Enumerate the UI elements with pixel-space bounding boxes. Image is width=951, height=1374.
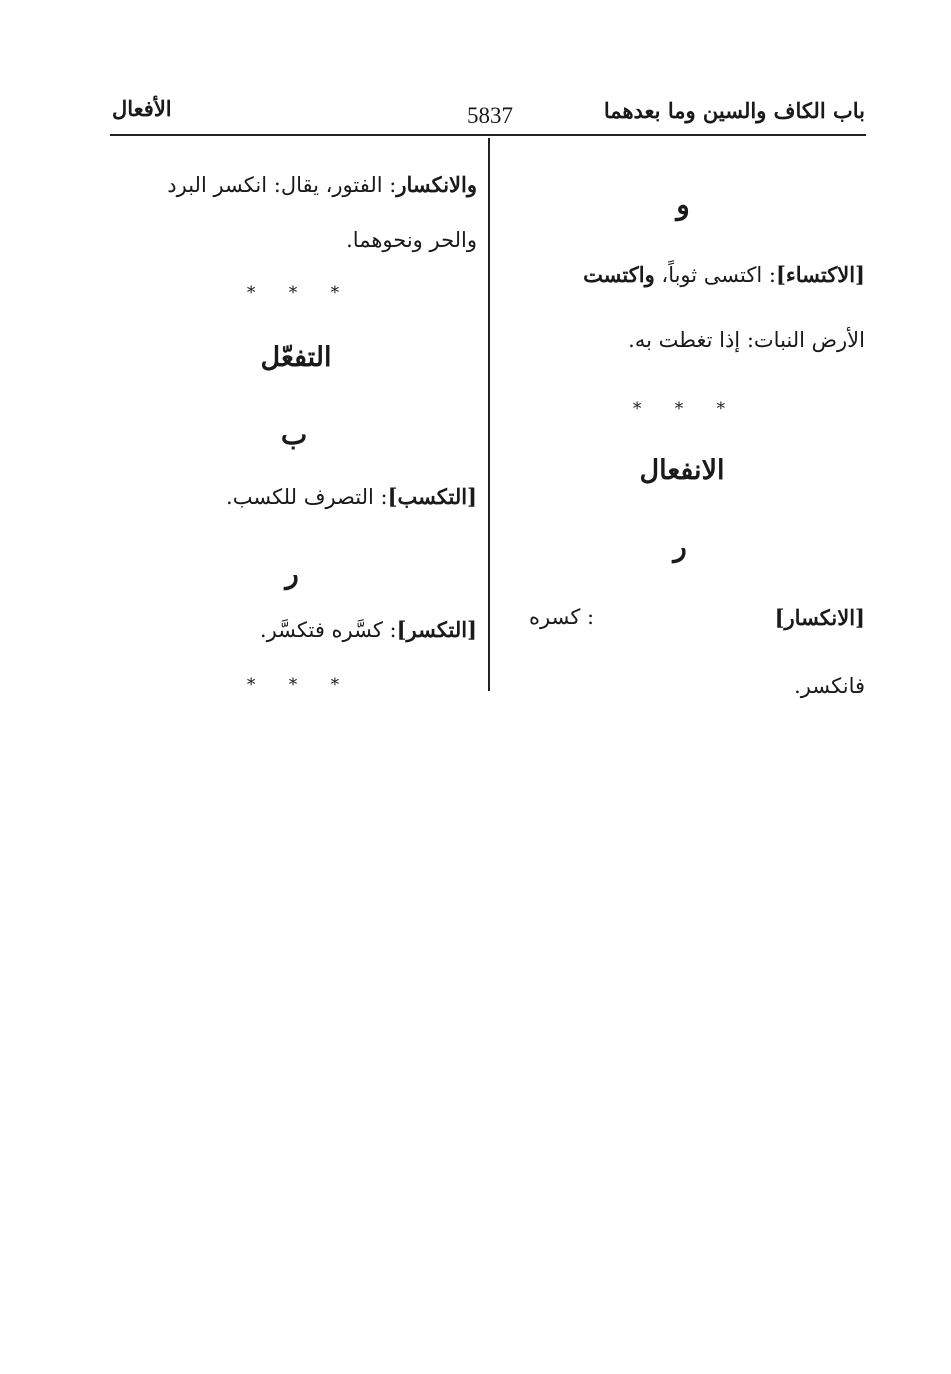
section-heading-infial: الانفعال: [639, 455, 725, 486]
entry-takassur: [260, 617, 477, 642]
entry-takassub: [226, 484, 477, 509]
running-header-section: الأفعال: [112, 96, 172, 121]
entry-term: [الانكسار]: [774, 605, 865, 630]
entry-text-bold: واكتست: [583, 262, 655, 287]
entry-text: : اكتسى ثوباً،: [654, 263, 776, 287]
page-number: 5837: [467, 103, 513, 128]
entry-term: [التكسب]: [387, 484, 477, 509]
entry-text: : التصرف للكسب.: [226, 485, 388, 509]
entry-inkisar-cont-line2: والحر ونحوهما.: [346, 228, 477, 252]
separator-stars: * * *: [246, 675, 354, 695]
separator-stars: * * *: [632, 399, 740, 419]
separator-stars: * * *: [246, 283, 354, 303]
section-heading-tafaul: التفعّل: [260, 342, 332, 373]
letter-heading-ba: ب: [280, 418, 308, 451]
entry-term: والانكسار: [396, 172, 477, 197]
running-header-chapter: باب الكاف والسين وما بعدهما: [603, 98, 865, 123]
entry-term: [التكسر]: [396, 617, 477, 642]
letter-heading-ra: ر: [285, 557, 299, 590]
letter-heading-waw: و: [676, 188, 690, 221]
entry-text: : الفتور، يقال: انكسر البرد: [167, 173, 397, 197]
entry-inkisar-cont-line1: [167, 172, 477, 197]
header-rule: [110, 134, 866, 136]
entry-inkisar-line2: فانكسر.: [794, 674, 865, 698]
column-divider: [488, 138, 490, 691]
entry-term: [الاكتساء]: [775, 262, 865, 287]
letter-heading-ra: ر: [673, 530, 687, 563]
entry-iktisa-line1: [583, 262, 865, 287]
entry-iktisa-line2: الأرض النبات: إذا تغطت به.: [628, 328, 865, 352]
entry-text: : كسَّره فتكسَّر.: [259, 618, 397, 642]
entry-text: : كسره: [529, 605, 595, 629]
entry-inkisar-line1: [529, 605, 865, 630]
